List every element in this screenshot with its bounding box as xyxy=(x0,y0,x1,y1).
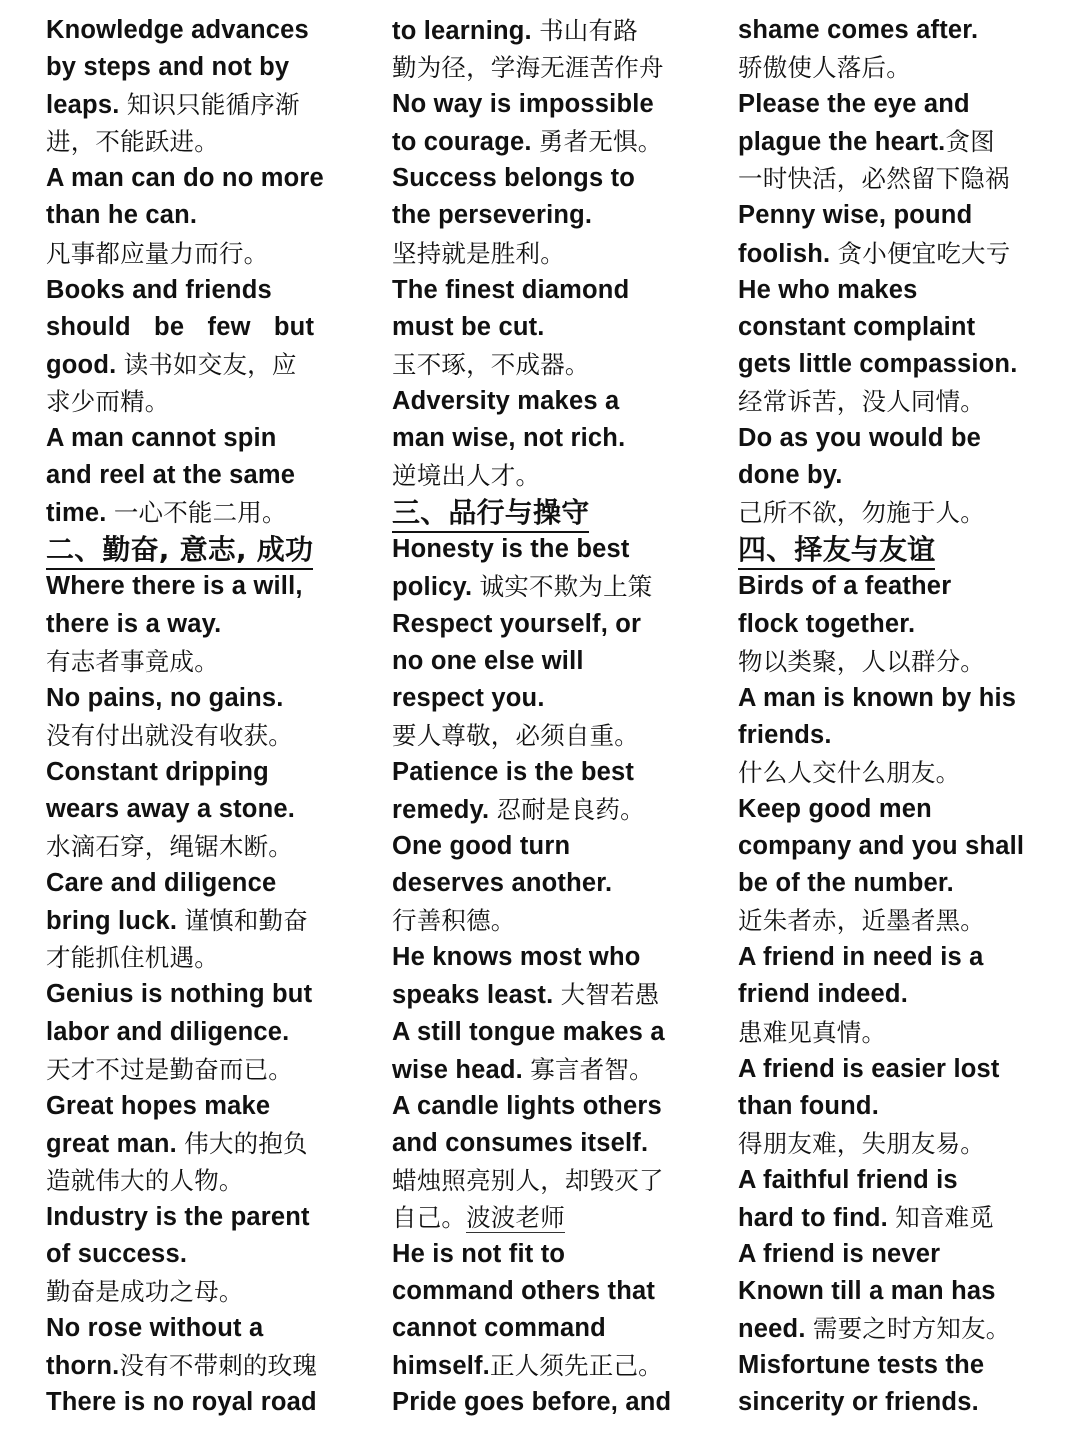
proverb-line xyxy=(392,272,737,309)
english-text: shame comes after. xyxy=(738,16,979,44)
english-text: command others that xyxy=(392,1277,656,1306)
proverb-line xyxy=(738,420,1068,457)
proverb-line xyxy=(392,717,737,754)
proverb-line xyxy=(392,568,737,605)
english-text: A candle lights others xyxy=(392,1091,662,1120)
proverb-line xyxy=(738,346,1068,383)
chinese-text: 经常诉苦，没人同情。 xyxy=(738,386,985,416)
proverb-line xyxy=(46,1273,391,1310)
chinese-text: 伟大的抱负 xyxy=(184,1128,308,1158)
proverb-line xyxy=(392,1236,737,1273)
proverb-line xyxy=(46,568,391,605)
english-text: need. xyxy=(738,1315,813,1344)
proverb-line xyxy=(46,86,391,123)
proverb-line xyxy=(392,828,737,865)
proverb-line xyxy=(46,1162,391,1199)
english-text: Great hopes make xyxy=(46,1091,271,1120)
proverb-line xyxy=(46,606,391,643)
proverb-line xyxy=(738,939,1068,976)
english-text: A friend in need is a xyxy=(738,943,984,972)
english-text: hard to find. xyxy=(738,1204,896,1232)
english-text: Honesty is the best xyxy=(392,535,630,564)
chinese-text: 患难见真情。 xyxy=(738,1017,887,1047)
english-text: leaps. xyxy=(46,91,127,120)
chinese-text: 一心不能二用。 xyxy=(113,498,287,528)
proverb-line xyxy=(46,643,391,680)
english-text: be of the number. xyxy=(738,869,954,898)
proverb-line xyxy=(46,1310,391,1347)
english-text: time. xyxy=(46,499,114,528)
proverb-line xyxy=(738,1051,1068,1088)
proverb-line xyxy=(392,383,737,420)
proverb-line xyxy=(738,568,1068,605)
english-text: plague the heart. xyxy=(738,128,946,157)
chinese-text: 贪小便宜吃大亏 xyxy=(837,238,1011,268)
english-text: should be few but xyxy=(46,312,315,341)
proverb-line xyxy=(738,1236,1068,1273)
proverb-line xyxy=(46,272,391,309)
english-text: by steps and not by xyxy=(46,53,290,82)
chinese-text: 逆境出人才。 xyxy=(392,461,541,491)
chinese-text: 求少而精。 xyxy=(46,386,170,416)
english-text: company and you shall xyxy=(738,832,1025,861)
english-text: Adversity makes a xyxy=(392,386,620,415)
underlined-author-text: 波波老师 xyxy=(466,1203,565,1232)
proverb-line xyxy=(392,235,737,272)
proverb-line xyxy=(738,643,1068,680)
english-text: friends. xyxy=(738,720,832,749)
proverb-line xyxy=(46,12,391,49)
proverb-line xyxy=(46,791,391,828)
proverb-line xyxy=(738,160,1068,197)
chinese-text: 近朱者赤，近墨者黑。 xyxy=(738,906,985,936)
english-text: He who makes xyxy=(738,275,918,304)
english-text: done by. xyxy=(738,461,843,490)
english-text: He is not fit to xyxy=(392,1240,566,1269)
english-text: Patience is the best xyxy=(392,757,635,786)
proverb-line xyxy=(392,606,737,643)
chinese-text: 凡事都应量力而行。 xyxy=(46,238,269,268)
chinese-text: 勤奋是成功之母。 xyxy=(46,1277,244,1307)
column-2 xyxy=(392,12,737,1422)
english-text: and reel at the same xyxy=(46,461,296,490)
english-text: Industry is the parent xyxy=(46,1203,310,1231)
proverb-line xyxy=(392,1310,737,1347)
proverb-line xyxy=(392,12,737,49)
proverb-line xyxy=(46,197,391,234)
english-text: The finest diamond xyxy=(392,275,630,304)
english-text: good. xyxy=(46,350,124,379)
proverb-line xyxy=(46,123,391,160)
english-text: the persevering. xyxy=(392,201,593,230)
english-text: remedy. xyxy=(392,795,497,824)
proverb-line xyxy=(738,49,1068,86)
proverb-line xyxy=(738,1310,1068,1347)
english-text: A friend is easier lost xyxy=(738,1054,1000,1083)
english-text: No rose without a xyxy=(46,1314,264,1343)
proverb-line xyxy=(392,643,737,680)
chinese-text: 行善积德。 xyxy=(392,906,516,936)
proverb-line xyxy=(392,1199,737,1236)
proverb-line xyxy=(46,1014,391,1051)
section-heading xyxy=(738,531,1068,568)
english-text: man wise, not rich. xyxy=(392,424,626,453)
chinese-text: 天才不过是勤奋而已。 xyxy=(46,1054,293,1084)
english-text: there is a way. xyxy=(46,609,222,638)
english-text: A man is known by his xyxy=(738,683,1017,712)
proverb-line xyxy=(738,754,1068,791)
english-text: Birds of a feather xyxy=(738,572,952,601)
proverb-line xyxy=(392,123,737,160)
proverb-line xyxy=(738,606,1068,643)
proverb-line xyxy=(392,1347,737,1384)
english-text: A faithful friend is xyxy=(738,1165,958,1194)
proverb-line xyxy=(392,420,737,457)
proverb-line xyxy=(46,457,391,494)
proverb-line xyxy=(392,976,737,1013)
column-1 xyxy=(46,12,391,1422)
chinese-text: 谨慎和勤奋 xyxy=(184,906,308,936)
proverb-line xyxy=(392,865,737,902)
chinese-text: 大智若愚 xyxy=(560,980,660,1010)
proverb-line xyxy=(46,1347,391,1384)
proverb-line xyxy=(46,1384,391,1421)
chinese-text: 没有付出就没有收获。 xyxy=(46,720,293,750)
chinese-text: 有志者事竟成。 xyxy=(46,646,219,676)
english-text: A still tongue makes a xyxy=(392,1017,665,1046)
proverb-line xyxy=(46,494,391,531)
proverb-line xyxy=(392,531,737,568)
chinese-text: 坚持就是胜利。 xyxy=(392,238,565,268)
english-text: He knows most who xyxy=(392,943,641,972)
english-text: no one else will xyxy=(392,646,584,675)
proverb-line xyxy=(738,1014,1068,1051)
proverb-line xyxy=(738,272,1068,309)
english-text: policy. xyxy=(392,573,480,602)
english-text: than found. xyxy=(738,1091,879,1120)
proverb-line xyxy=(392,1014,737,1051)
proverb-line xyxy=(46,717,391,754)
english-text: Constant dripping xyxy=(46,757,269,786)
proverb-line xyxy=(738,976,1068,1013)
english-text: bring luck. xyxy=(46,907,185,936)
proverb-line xyxy=(46,1051,391,1088)
proverb-line xyxy=(46,383,391,420)
proverb-line xyxy=(738,1199,1068,1236)
chinese-text: 物以类聚，人以群分。 xyxy=(738,646,985,676)
proverb-line xyxy=(738,1088,1068,1125)
english-text: wears away a stone. xyxy=(46,794,296,823)
english-text: labor and diligence. xyxy=(46,1017,290,1046)
proverb-line xyxy=(738,865,1068,902)
proverb-line xyxy=(392,939,737,976)
chinese-text: 知音难觅 xyxy=(895,1203,995,1232)
proverb-line xyxy=(738,383,1068,420)
english-text: Do as you would be xyxy=(738,424,982,453)
english-text: of success. xyxy=(46,1240,188,1269)
english-text: foolish. xyxy=(738,239,838,268)
proverb-line xyxy=(46,49,391,86)
proverb-line xyxy=(738,197,1068,234)
english-text: Where there is a will, xyxy=(46,572,303,601)
proverb-line xyxy=(738,123,1068,160)
proverb-line xyxy=(392,1125,737,1162)
english-text: Keep good men xyxy=(738,794,932,823)
proverb-line xyxy=(46,754,391,791)
proverb-line xyxy=(738,235,1068,272)
chinese-text: 得朋友难，失朋友易。 xyxy=(738,1128,985,1158)
proverb-line xyxy=(392,754,737,791)
proverb-line xyxy=(46,420,391,457)
english-text: Known till a man has xyxy=(738,1277,996,1306)
proverb-line xyxy=(46,976,391,1013)
chinese-text: 玉不琢，不成器。 xyxy=(392,349,590,379)
chinese-text: 进，不能跃进。 xyxy=(46,127,219,157)
proverb-line xyxy=(738,1384,1068,1421)
chinese-text: 骄傲使人落后。 xyxy=(738,53,911,83)
chinese-text: 一时快活，必然留下隐祸 xyxy=(738,164,1010,194)
section-heading xyxy=(46,531,391,568)
english-text: himself. xyxy=(392,1352,490,1381)
proverb-line xyxy=(46,680,391,717)
column-3 xyxy=(738,12,1068,1422)
chinese-text: 才能抓住机遇。 xyxy=(46,943,219,973)
english-text: Please the eye and xyxy=(738,90,970,119)
english-text: Books and friends xyxy=(46,275,272,304)
proverb-line xyxy=(46,902,391,939)
proverb-line xyxy=(738,12,1068,49)
proverb-line xyxy=(392,1051,737,1088)
english-text: Penny wise, pound xyxy=(738,201,973,230)
english-text: speaks least. xyxy=(392,981,561,1010)
english-text: There is no royal road xyxy=(46,1388,317,1417)
proverb-line xyxy=(392,346,737,383)
proverb-line xyxy=(738,1162,1068,1199)
english-text: respect you. xyxy=(392,683,545,712)
english-text: deserves another. xyxy=(392,869,613,898)
proverb-line xyxy=(392,309,737,346)
english-text: A man cannot spin xyxy=(46,424,277,453)
proverb-line xyxy=(738,86,1068,123)
proverb-line xyxy=(738,902,1068,939)
english-text: than he can. xyxy=(46,201,198,230)
english-text: One good turn xyxy=(392,832,571,861)
chinese-text: 正人须先正己。 xyxy=(489,1351,663,1381)
english-text: great man. xyxy=(46,1129,185,1158)
english-text: to learning. xyxy=(392,17,540,45)
english-text: A friend is never xyxy=(738,1240,941,1269)
chinese-text: 没有不带刺的玫瑰 xyxy=(119,1351,318,1381)
proverb-line xyxy=(46,235,391,272)
proverb-line xyxy=(46,1125,391,1162)
proverb-line xyxy=(738,680,1068,717)
english-text: Genius is nothing but xyxy=(46,980,313,1009)
english-text: cannot command xyxy=(392,1314,606,1343)
proverb-line xyxy=(738,828,1068,865)
english-text: Pride goes before, and xyxy=(392,1388,672,1417)
proverb-line xyxy=(46,160,391,197)
english-text: gets little compassion. xyxy=(738,349,1018,378)
proverb-line xyxy=(738,1125,1068,1162)
english-text: friend indeed. xyxy=(738,980,908,1009)
proverb-line xyxy=(46,865,391,902)
english-text: constant complaint xyxy=(738,312,976,341)
proverb-line xyxy=(392,1273,737,1310)
chinese-text: 诚实不欺为上策 xyxy=(479,572,653,602)
proverb-line xyxy=(392,791,737,828)
proverb-line xyxy=(392,680,737,717)
section-heading-text: 三、品行与操守 xyxy=(392,496,589,533)
proverb-line xyxy=(392,457,737,494)
chinese-text: 知识只能循序渐 xyxy=(126,90,300,120)
section-heading-text: 二、勤奋, 意志, 成功 xyxy=(46,533,313,570)
proverb-line xyxy=(46,309,391,346)
proverb-line xyxy=(738,457,1068,494)
english-text: thorn. xyxy=(46,1352,120,1381)
english-text: must be cut. xyxy=(392,312,545,341)
english-text: Success belongs to xyxy=(392,164,636,193)
english-text: Care and diligence xyxy=(46,869,277,898)
english-text: A man can do no more xyxy=(46,164,324,193)
chinese-text: 自己。 xyxy=(392,1203,467,1232)
proverb-line xyxy=(392,1384,737,1421)
proverb-line xyxy=(46,828,391,865)
english-text: Respect yourself, or xyxy=(392,609,642,638)
proverb-line xyxy=(46,1199,391,1236)
proverb-line xyxy=(46,346,391,383)
proverb-line xyxy=(46,939,391,976)
chinese-text: 书山有路 xyxy=(539,16,638,45)
chinese-text: 勤为径，学海无涯苦作舟 xyxy=(392,53,664,83)
chinese-text: 寡言者智。 xyxy=(530,1054,654,1084)
english-text: to courage. xyxy=(392,128,539,157)
english-text: Misfortune tests the xyxy=(738,1351,985,1380)
english-text: No way is impossible xyxy=(392,90,654,119)
proverb-line xyxy=(738,1273,1068,1310)
proverb-line xyxy=(738,791,1068,828)
english-text: Knowledge advances xyxy=(46,16,309,44)
chinese-text: 贪图 xyxy=(945,127,995,157)
proverb-line xyxy=(392,49,737,86)
proverb-line xyxy=(738,717,1068,754)
english-text: sincerity or friends. xyxy=(738,1388,979,1417)
proverb-line xyxy=(738,309,1068,346)
proverb-line xyxy=(392,1088,737,1125)
chinese-text: 水滴石穿，绳锯木断。 xyxy=(46,832,293,862)
chinese-text: 需要之时方知友。 xyxy=(812,1314,1011,1344)
proverb-line xyxy=(392,86,737,123)
english-text: No pains, no gains. xyxy=(46,683,284,712)
proverb-line xyxy=(392,1162,737,1199)
chinese-text: 造就伟大的人物。 xyxy=(46,1165,244,1195)
proverb-line xyxy=(392,197,737,234)
proverb-line xyxy=(46,1236,391,1273)
chinese-text: 读书如交友，应 xyxy=(123,349,297,379)
proverb-line xyxy=(46,1088,391,1125)
section-heading-text: 四、择友与友谊 xyxy=(738,533,935,570)
section-heading xyxy=(392,494,737,531)
english-text: wise head. xyxy=(392,1055,531,1084)
proverb-line xyxy=(392,902,737,939)
chinese-text: 己所不欲，勿施于人。 xyxy=(738,498,985,528)
proverb-line xyxy=(392,160,737,197)
chinese-text: 要人尊敬，必须自重。 xyxy=(392,720,639,750)
chinese-text: 勇者无惧。 xyxy=(538,127,663,157)
english-text: and consumes itself. xyxy=(392,1128,649,1157)
proverb-line xyxy=(738,494,1068,531)
chinese-text: 什么人交什么朋友。 xyxy=(738,757,961,787)
chinese-text: 蜡烛照亮别人，却毁灭了 xyxy=(392,1165,664,1195)
chinese-text: 忍耐是良药。 xyxy=(496,794,645,824)
proverb-line xyxy=(738,1347,1068,1384)
english-text: flock together. xyxy=(738,609,916,638)
